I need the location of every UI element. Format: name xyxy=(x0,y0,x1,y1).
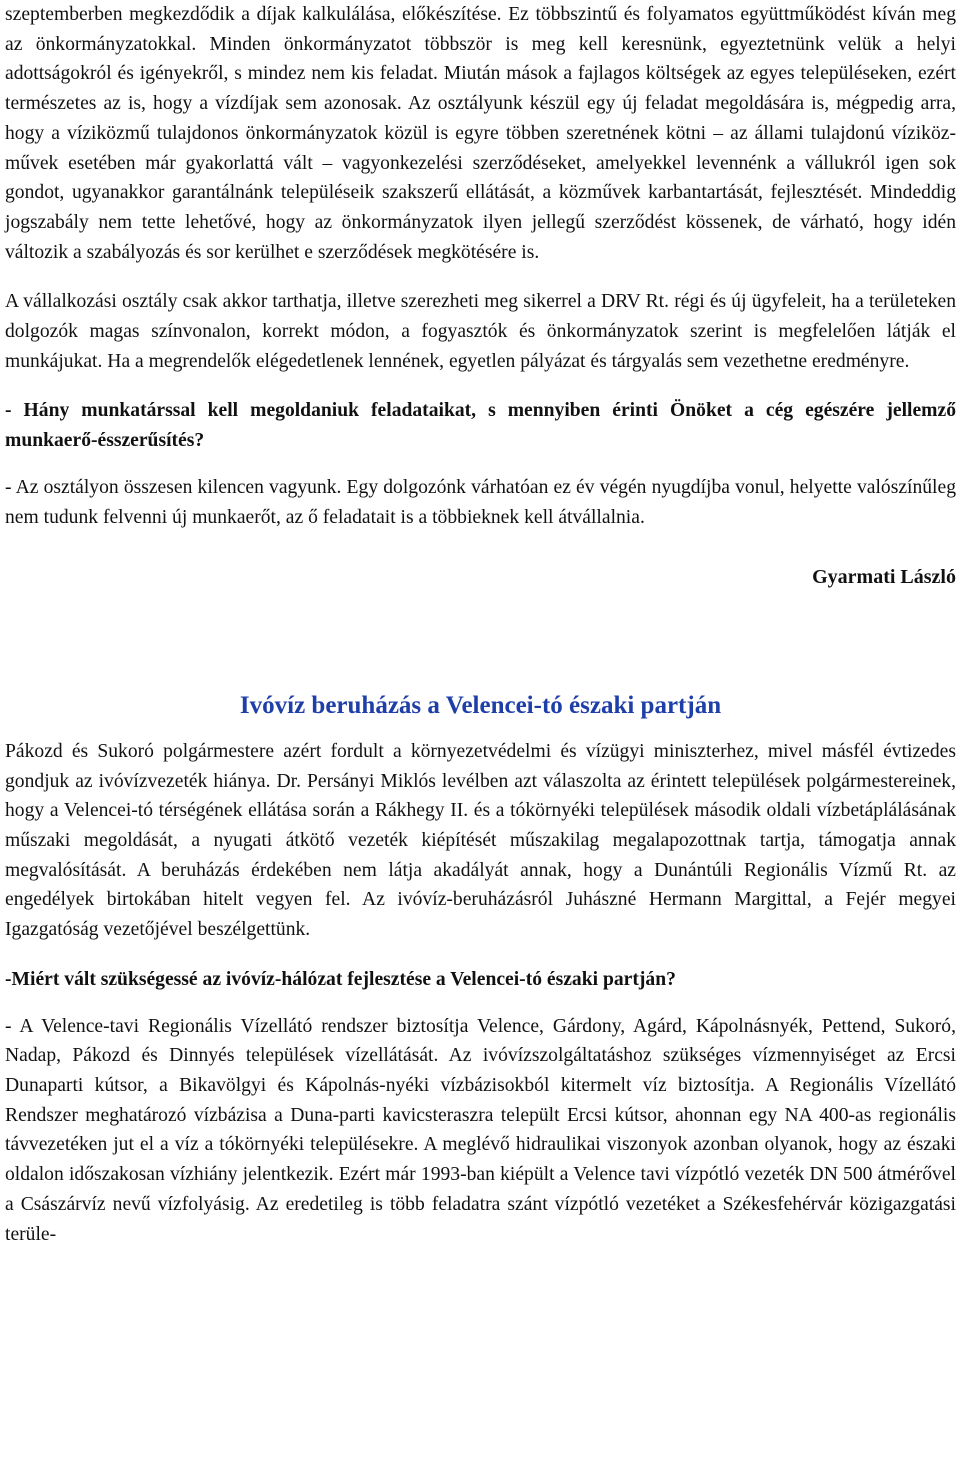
document-page xyxy=(5,0,956,1249)
interview-question: - Hány munkatárssal kell megoldaniuk feladataikat, s mennyiben érinti Önöket a cég egészére jellemző munkaerő-ésszerűsítés? xyxy=(5,400,956,452)
article-intro: Pákozd és Sukoró polgármestere azért fordult a környezetvédelmi és vízügyi miniszterhez, mivel másfél évtizedes gondjuk az ivóvízvezeték hiánya. Dr. Persányi Miklós levélben azt válaszolta az érintett települések polgármestereinek, hogy a Velencei-tó térségének ellátása során a Rákhegy II. és a tókörnyéki települések második oldali vízbetáplálásának műszaki megoldását, a nyugati átkötő vezeték kiépítését műszakilag megalapozottnak tartja, támogatja annak megvalósítását. A beruházás érdekében nem látja akadályát annak, hogy a Dunántúli Regionális Vízmű Rt. az engedélyek birtokában hitelt vegyen fel. Az ivóvíz-beruházásról Juhászné Hermann Margittal, a Fejér megyei Igazgatóság vezetőjével beszélgettünk. xyxy=(5,740,956,941)
interview-answer: - A Velence-tavi Regionális Vízellátó rendszer biztosítja Velence, Gárdony, Agárd, Kápolnásnyék, Pettend, Sukoró, Nadap, Pákozd és Dinnyés települések vízellátását. Az ivóvízszolgáltatáshoz szükséges vízmennyiséget az Ercsi Dunaparti kútsor, a Bikavölgyi és Kápolnás-nyéki vízbázisokból kitermelt víz biztosítja. A Regionális Vízellátó Rendszer meghatározó vízbázisa a Duna-parti kavicsteraszra települt Ercsi kútsor, ahonnan egy NA 400-as regionális távvezetéken jut el a víz a tókörnyéki településekre. A meglévő hidraulikai viszonyok azonban olyanok, hogy az északi oldalon időszakosan vízhiány jelentkezik. Ezért már 1993-ban kiépült a Velence tavi vízpótló vezeték DN 500 átmérővel a Császárvíz nevű vízfolyásig. Az eredetileg is több feladatra szánt vízpótló vezetéket a Székesfehérvár közigazgatási terüle- xyxy=(5,1015,956,1245)
body-paragraph: A vállalkozási osztály csak akkor tarthatja, illetve szerezheti meg sikerrel a DRV Rt. régi és új ügyfeleit, ha a területeken dolgozók magas színvonalon, korrekt módon, a fogyasztók és önkormányzatok szerint is megfelelően látják el munkájukat. Ha a megrendelők elégedetlenek lennének, egyetlen pályázat és tárgyalás sem vezethetne eredményre. xyxy=(5,291,956,372)
interview-answer: - Az osztályon összesen kilencen vagyunk. Egy dolgozónk várhatóan ez év végén nyugdíjba vonul, helyette valószínűleg nem tudunk felvenni új munkaerőt, az ő feladatait is a többieknek kell átvállalnia. xyxy=(5,476,956,528)
article-title: Ivóvíz beruházás a Velencei-tó északi partján xyxy=(239,691,722,719)
interview-question: -Miért vált szükségessé az ivóvíz-hálózat fejlesztése a Velencei-tó északi partján? xyxy=(5,968,676,990)
author-signature: Gyarmati László xyxy=(812,566,956,589)
body-paragraph: szeptemberben megkezdődik a díjak kalkulálása, előkészítése. Ez többszintű és folyamatos együttműködést kíván meg az önkormányzatokkal. Minden önkormányzatot többször is meg kell keresnünk, egyeztetnünk velük a helyi adottságokról és igényekről, s mindez nem kis feladat. Miután mások a fajlagos költségek az egyes településeken, ezért természetes az is, hogy a vízdíjak sem azonosak. Az osztályunk készül egy új feladat megoldására is, mégpedig arra, hogy a víziközmű tulajdonos önkormányzatok közül is egyre többen szeretnének kötni – az állami tulajdonú víziköz-művek esetében már gyakorlattá vált – vagyonkezelési szerződéseket, amelyekkel levennénk a vállukról igen sok gondot, ugyanakkor garantálnánk településeik szakszerű ellátását, a közművek karbantartását, fejlesztését. Mindeddig jogszabály nem tette lehetővé, hogy az önkormányzatok ilyen jellegű szerződést kössenek, de várható, hogy idén változik a szabályozás és sor kerülhet e szerződések megkötésére is. xyxy=(5,4,956,263)
